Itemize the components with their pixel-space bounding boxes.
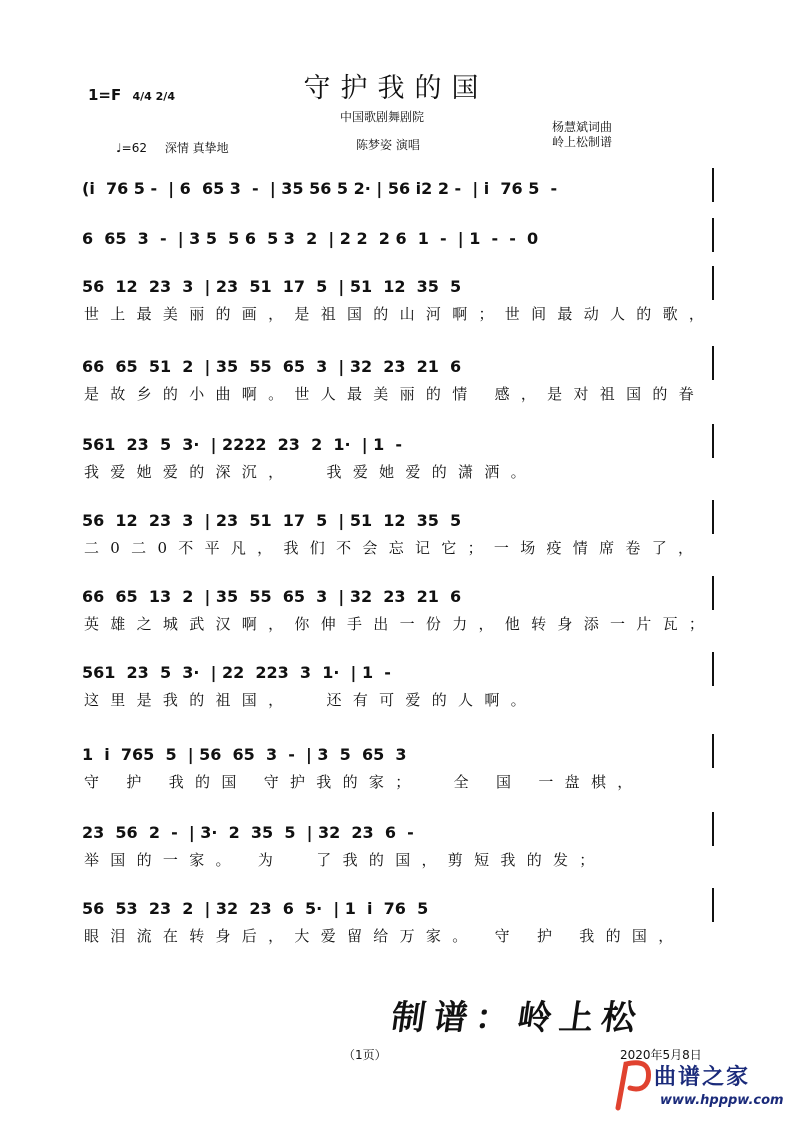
key-label: 1=F: [88, 86, 122, 104]
producer: 中国歌剧舞剧院: [340, 110, 425, 124]
lyrics-line: 这里是我的祖国， 还有可爱的人啊。: [84, 691, 537, 709]
barline: [712, 218, 714, 252]
barline: [712, 734, 714, 768]
tempo-marking: [116, 139, 229, 156]
score-row: [82, 656, 722, 709]
notation-line: 56 53 23 2 | 32 23 6 5· | 1 i 76 5: [82, 899, 429, 918]
barline: [712, 424, 714, 458]
notation-line: 66 65 51 2 | 35 55 65 3 | 32 23 21 6: [82, 357, 462, 376]
notation-line: 561 23 5 3· | 22 223 3 1· | 1 -: [82, 663, 391, 682]
score-row: [82, 892, 722, 945]
composer: 杨慧斌词曲: [552, 120, 613, 134]
notation-line: (i 76 5 - | 6 65 3 - | 35 56 5 2· | 56 i2 2 - | i 76 5 -: [82, 179, 558, 198]
barline: [712, 266, 714, 300]
page-title: 守护我的国: [303, 73, 489, 104]
score-row: [82, 504, 722, 557]
lyrics-line: 举国的一家。 为 了我的国，剪短我的发；: [84, 851, 606, 869]
lyrics-line: 二0二0不平凡，我们不会忘记它；一场疫情席卷了，: [84, 539, 705, 557]
score-row: [82, 428, 722, 481]
barline: [712, 888, 714, 922]
score-row: [82, 816, 722, 869]
transcriber-signature: 制谱：岭上松: [388, 998, 647, 1038]
barline: [712, 500, 714, 534]
notation-line: 66 65 13 2 | 35 55 65 3 | 32 23 21 6: [82, 587, 462, 606]
score-row: [82, 222, 722, 262]
page-number: （1页）: [343, 1048, 387, 1062]
score-row: [82, 580, 722, 633]
watermark-url: www.hpppw.com: [660, 1093, 784, 1108]
expression-marking: 深情 真挚地: [164, 141, 229, 155]
transcriber: 岭上松制谱: [552, 135, 613, 149]
barline: [712, 346, 714, 380]
lyrics-line: 我爱她爱的深沉， 我爱她爱的潇洒。: [84, 463, 537, 481]
score-row: [82, 270, 722, 323]
date-stamp: 2020年5月8日: [620, 1048, 702, 1062]
notation-line: 56 12 23 3 | 23 51 17 5 | 51 12 35 5: [82, 511, 462, 530]
score-row: [82, 738, 722, 791]
lyrics-line: 眼泪流在转身后，大爱留给万家。 守 护 我的国，: [84, 927, 685, 945]
barline: [712, 168, 714, 202]
tempo-value: ♩=62: [116, 141, 147, 155]
score-row: [82, 172, 722, 212]
lyrics-line: 世上最美丽的画，是祖国的山河啊；世间最动人的歌，: [84, 305, 716, 323]
performer: 陈梦姿 演唱: [356, 138, 420, 152]
notation-line: 561 23 5 3· | 2222 23 2 1· | 1 -: [82, 435, 403, 454]
time-signature: 4/4 2/4: [132, 90, 175, 103]
notation-line: 56 12 23 3 | 23 51 17 5 | 51 12 35 5: [82, 277, 462, 296]
score-row: [82, 350, 722, 403]
notation-line: 23 56 2 - | 3· 2 35 5 | 32 23 6 -: [82, 823, 414, 842]
watermark-swoosh: [618, 1063, 649, 1108]
notation-line: 6 65 3 - | 3 5 5 6 5 3 2 | 2 2 2 6 1 - | 1 - - 0: [82, 229, 539, 248]
lyrics-line: 英雄之城武汉啊，你伸手出一份力，他转身添一片瓦；: [84, 615, 716, 633]
key-signature: [88, 86, 175, 104]
barline: [712, 812, 714, 846]
lyrics-line: 守 护 我的国 守护我的家； 全 国 一盘棋，: [84, 773, 644, 791]
lyrics-line: 是故乡的小曲啊。世人最美丽的情 感，是对祖国的眷: [84, 385, 705, 403]
barline: [712, 652, 714, 686]
notation-line: 1 i 765 5 | 56 65 3 - | 3 5 65 3: [82, 745, 407, 764]
watermark-name: 曲谱之家: [654, 1064, 751, 1090]
barline: [712, 576, 714, 610]
